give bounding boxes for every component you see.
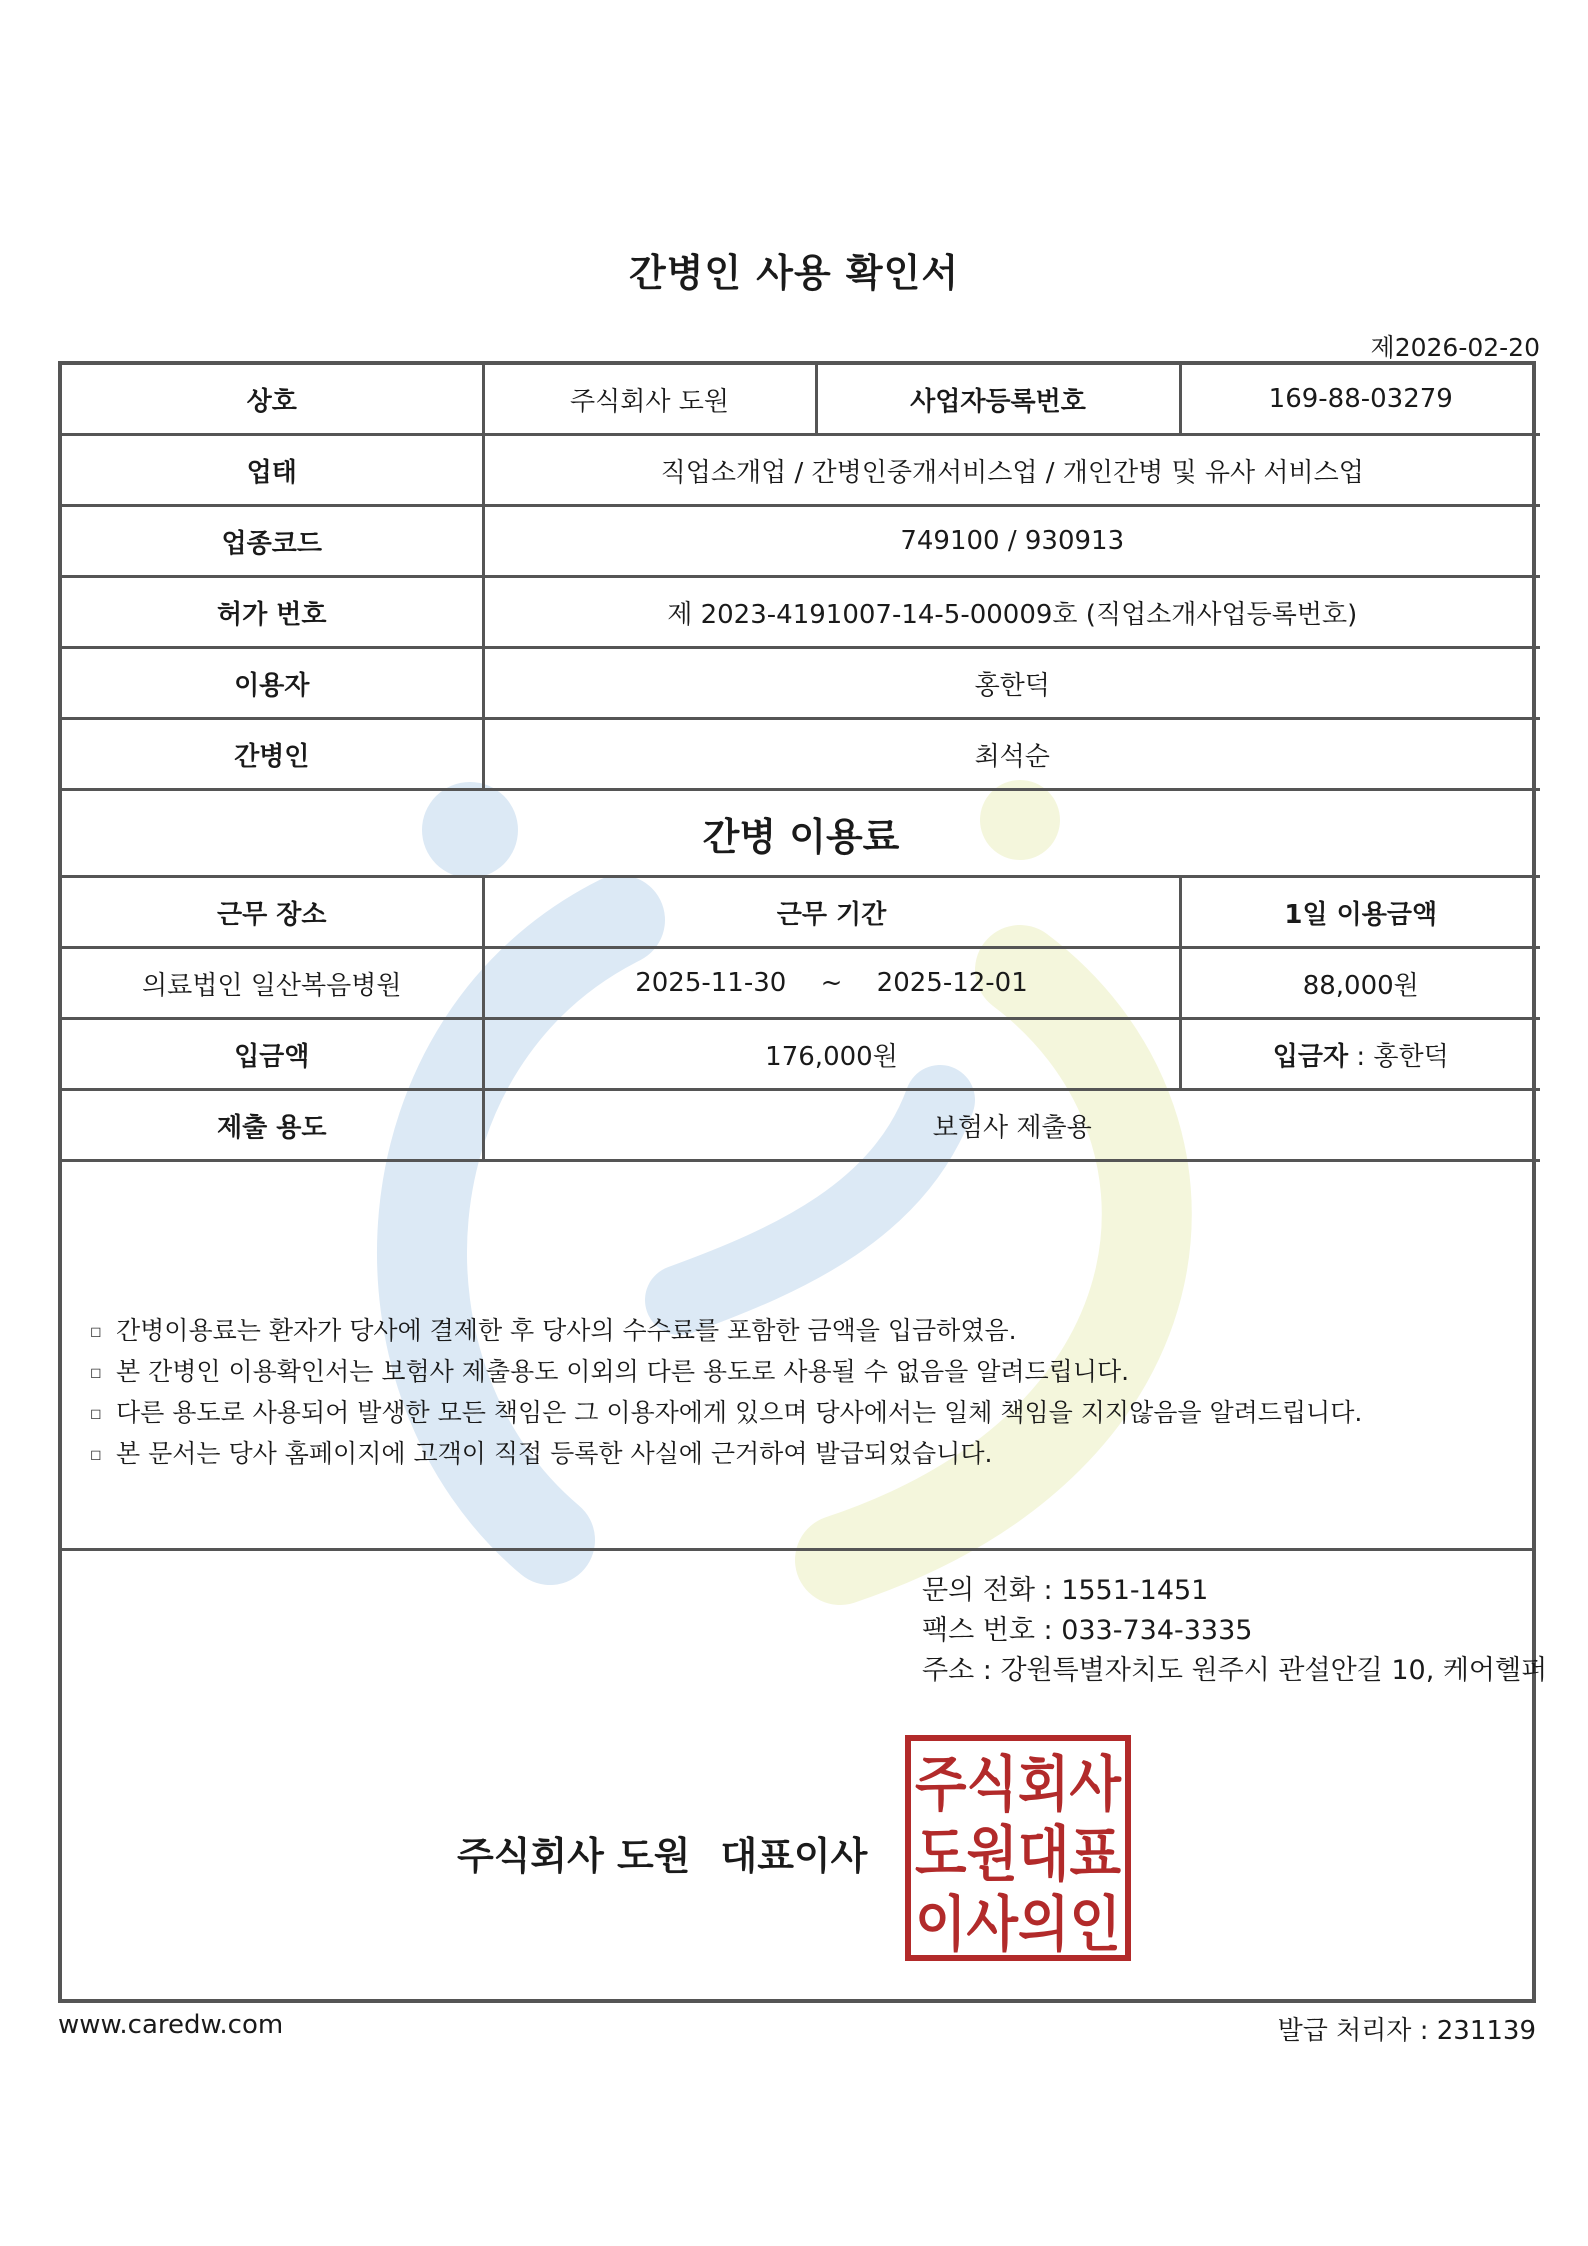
depositor-separator: : (1348, 1041, 1374, 1072)
table-row (62, 435, 1540, 506)
certificate-frame (58, 361, 1548, 2003)
section-divider (62, 1548, 1532, 1551)
list-item: ◻ 다른 용도로 사용되어 발생한 모든 책임은 그 이용자에게 있으며 당사에서는 일체 책임을 지지않음을 알려드립니다. (90, 1393, 1490, 1434)
seal-line-1: 주식회사 (915, 1750, 1122, 1820)
table-row (62, 719, 1540, 790)
table-row (62, 877, 1540, 948)
square-bullet-icon: ◻ (90, 1324, 102, 1340)
registration-number-value: 169-88-03279 (1180, 365, 1540, 435)
table-row (62, 648, 1540, 719)
issuer-value: 231139 (1436, 2016, 1536, 2046)
work-period-value (483, 948, 1180, 1019)
list-item: ◻ 간병이용료는 환자가 당사에 결제한 후 당사의 수수료를 포함한 금액을 입금하였음. (90, 1311, 1490, 1352)
address-value: 강원특별자치도 원주시 관설안길 10, 케어헬퍼 (1000, 1655, 1548, 1686)
user-value: 홍한덕 (483, 648, 1540, 719)
table-row (62, 506, 1540, 577)
deposit-label: 입금액 (62, 1019, 483, 1090)
address-line: 주소 : 강원특별자치도 원주시 관설안길 10, 케어헬퍼 (922, 1655, 1548, 1686)
phone-value: 1551-1451 (1061, 1575, 1209, 1606)
square-bullet-icon: ◻ (90, 1447, 102, 1463)
period-separator: ~ (820, 968, 843, 998)
table-row (62, 790, 1540, 877)
list-item: ◻ 본 간병인 이용확인서는 보험사 제출용도 이외의 다른 용도로 사용될 수 없음을 알려드립니다. (90, 1352, 1490, 1393)
notes-list (90, 1311, 1490, 1475)
depositor-label: 입금자 (1272, 1041, 1349, 1072)
business-name-value: 주식회사 도원 (483, 365, 816, 435)
industry-code-value: 749100 / 930913 (483, 506, 1540, 577)
user-label: 이용자 (62, 648, 483, 719)
signer (457, 1825, 867, 1880)
work-place-value: 의료법인 일산복음병원 (62, 948, 483, 1019)
caregiver-value: 최석순 (483, 719, 1540, 790)
table-row (62, 1090, 1540, 1161)
depositor-cell (1180, 1019, 1540, 1090)
signer-title: 대표이사 (720, 1834, 868, 1878)
signer-company: 주식회사 도원 (457, 1834, 691, 1878)
table-row (62, 577, 1540, 648)
caregiver-label: 간병인 (62, 719, 483, 790)
business-type-value: 직업소개업 / 간병인중개서비스업 / 개인간병 및 유사 서비스업 (483, 435, 1540, 506)
work-period-label: 근무 기간 (483, 877, 1180, 948)
info-table (62, 365, 1540, 1162)
depositor-value: 홍한덕 (1373, 1041, 1449, 1072)
business-type-label: 업태 (62, 435, 483, 506)
permit-number-value: 제 2023-4191007-14-5-00009호 (직업소개사업등록번호) (483, 577, 1540, 648)
document-number: 제2026-02-20 (1370, 333, 1540, 362)
list-item: ◻ 본 문서는 당사 홈페이지에 고객이 직접 등록한 사실에 근거하여 발급되었습니다. (90, 1434, 1490, 1475)
industry-code-label: 업종코드 (62, 506, 483, 577)
contact-info (922, 1571, 1547, 1691)
website-link[interactable]: www.caredw.com (58, 2010, 284, 2040)
table-row (62, 948, 1540, 1019)
purpose-label: 제출 용도 (62, 1090, 483, 1161)
purpose-value: 보험사 제출용 (483, 1090, 1540, 1161)
square-bullet-icon: ◻ (90, 1406, 102, 1422)
phone-line: 문의 전화 : 1551-1451 (922, 1575, 1209, 1606)
square-bullet-icon: ◻ (90, 1365, 102, 1381)
issuer-info: 발급 처리자 : 231139 (1277, 2016, 1536, 2046)
period-end: 2025-12-01 (876, 968, 1028, 998)
fee-section-title: 간병 이용료 (62, 790, 1540, 877)
daily-amount-value: 88,000원 (1180, 948, 1540, 1019)
deposit-value: 176,000원 (483, 1019, 1180, 1090)
fax-line: 팩스 번호 : 033-734-3335 (922, 1615, 1253, 1646)
fax-value: 033-734-3335 (1061, 1615, 1253, 1646)
table-row (62, 1019, 1540, 1090)
table-row (62, 365, 1540, 435)
registration-number-label: 사업자등록번호 (816, 365, 1180, 435)
business-name-label: 상호 (62, 365, 483, 435)
seal-line-3: 이사의인 (915, 1890, 1121, 1960)
period-start: 2025-11-30 (635, 968, 787, 998)
document-title: 간병인 사용 확인서 (628, 251, 960, 295)
daily-amount-label: 1일 이용금액 (1180, 877, 1540, 948)
company-seal (905, 1735, 1131, 1961)
permit-number-label: 허가 번호 (62, 577, 483, 648)
seal-line-2: 도원대표 (915, 1820, 1122, 1890)
work-place-label: 근무 장소 (62, 877, 483, 948)
